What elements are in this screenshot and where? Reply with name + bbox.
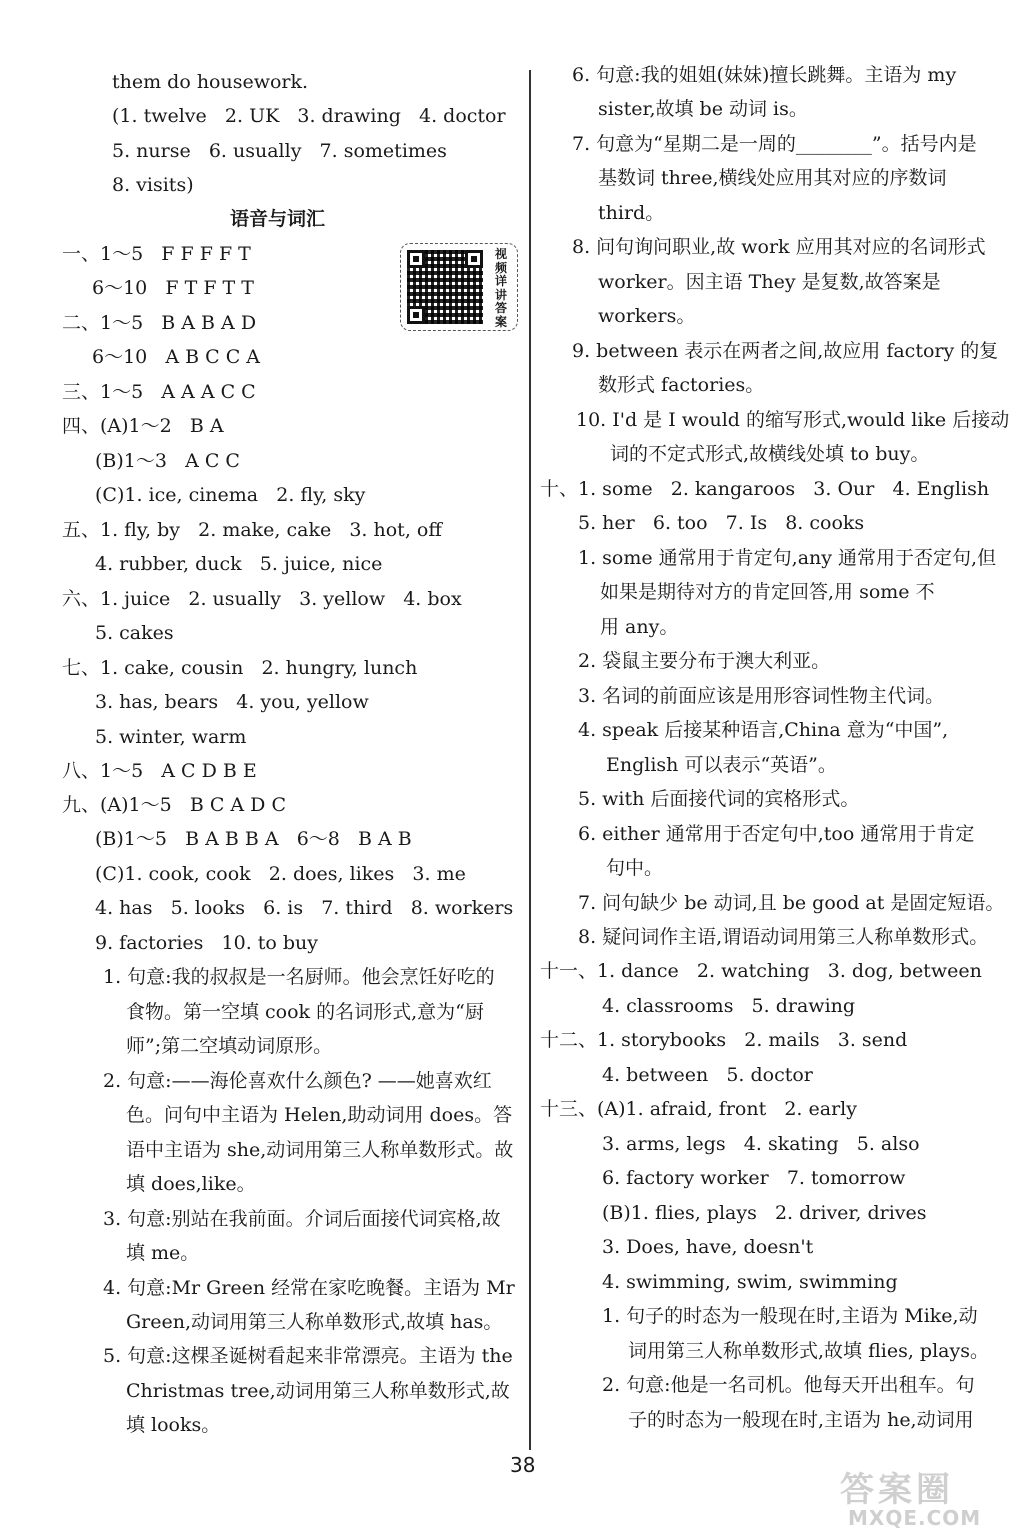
answer-line: 5. cakes xyxy=(95,622,174,644)
answer-line: 九、(A)1～5 B C A D C xyxy=(62,794,286,816)
answer-line: 二、1～5 B A B A D xyxy=(62,312,257,334)
explanation-line: worker。因主语 They 是复数,故答案是 xyxy=(598,271,941,293)
explanation-line: sister,故填 be 动词 is。 xyxy=(598,98,808,120)
explanation-line: 7. 句意为“星期二是一周的________”。括号内是 xyxy=(572,133,977,155)
explanation-line: 2. 句意:他是一名司机。他每天开出租车。句 xyxy=(602,1374,975,1396)
explanation-line: 1. some 通常用于肯定句,any 通常用于否定句,但 xyxy=(578,547,997,569)
answer-line: 四、(A)1～2 B A xyxy=(62,415,224,437)
explanation-line: 填 looks。 xyxy=(126,1414,221,1436)
watermark-url: MXQE.COM xyxy=(848,1506,982,1530)
answer-line: 3. has, bears 4. you, yellow xyxy=(95,691,369,713)
answer-line: (B)1～3 A C C xyxy=(95,450,240,472)
answer-line: 八、1～5 A C D B E xyxy=(62,760,257,782)
page-number: 38 xyxy=(510,1453,536,1477)
explanation-line: 如果是期待对方的肯定回答,用 some 不 xyxy=(600,581,935,603)
explanation-line: 1. 句子的时态为一般现在时,主语为 Mike,动 xyxy=(602,1305,978,1327)
explanation-line: 3. 名词的前面应该是用形容词性物主代词。 xyxy=(578,685,945,707)
explanation-line: Christmas tree,动词用第三人称单数形式,故 xyxy=(126,1380,510,1402)
answer-line: 5. her 6. too 7. Is 8. cooks xyxy=(578,512,865,534)
answer-line: 五、1. fly, by 2. make, cake 3. hot, off xyxy=(62,519,442,541)
answer-line: 6～10 A B C C A xyxy=(92,346,261,368)
explanation-line: 词用第三人称单数形式,故填 flies, plays。 xyxy=(628,1340,989,1362)
explanation-line: 词的不定式形式,故横线处填 to buy。 xyxy=(610,443,930,465)
explanation-line: 句中。 xyxy=(606,857,664,879)
qr-code-icon xyxy=(407,250,483,324)
explanation-line: 4. 句意:Mr Green 经常在家吃晚餐。主语为 Mr xyxy=(103,1277,515,1299)
explanation-line: 10. I'd 是 I would 的缩写形式,would like 后接动 xyxy=(576,409,1010,431)
explanation-line: 3. 句意:别站在我前面。介词后面接代词宾格,故 xyxy=(103,1208,501,1230)
answer-line: 七、1. cake, cousin 2. hungry, lunch xyxy=(62,657,418,679)
explanation-line: 2. 句意:——海伦喜欢什么颜色? ——她喜欢红 xyxy=(103,1070,492,1092)
answer-line: 4. has 5. looks 6. is 7. third 8. workers xyxy=(95,897,514,919)
explanation-line: 填 me。 xyxy=(126,1242,200,1264)
explanation-line: 基数词 three,横线处应用其对应的序数词 xyxy=(598,167,947,189)
answer-line: 十二、1. storybooks 2. mails 3. send xyxy=(540,1029,908,1051)
answer-line: (1. twelve 2. UK 3. drawing 4. doctor xyxy=(112,105,506,127)
answer-line: 5. winter, warm xyxy=(95,726,247,748)
answer-line: 4. between 5. doctor xyxy=(602,1064,813,1086)
explanation-line: 6. either 通常用于否定句中,too 通常用于肯定 xyxy=(578,823,975,845)
explanation-line: 用 any。 xyxy=(600,616,679,638)
explanation-line: 色。问句中主语为 Helen,助动词用 does。答 xyxy=(126,1104,513,1126)
answer-line: 六、1. juice 2. usually 3. yellow 4. box xyxy=(62,588,462,610)
explanation-line: 5. 句意:这棵圣诞树看起来非常漂亮。主语为 the xyxy=(103,1345,513,1367)
answer-line: 4. swimming, swim, swimming xyxy=(602,1271,898,1293)
answer-line: (B)1～5 B A B B A 6～8 B A B xyxy=(95,828,412,850)
explanation-line: 语中主语为 she,动词用第三人称单数形式。故 xyxy=(126,1139,514,1161)
explanation-line: 数形式 factories。 xyxy=(598,374,765,396)
explanation-line: 填 does,like。 xyxy=(126,1173,256,1195)
answer-line: 三、1～5 A A A C C xyxy=(62,381,256,403)
explanation-line: 子的时态为一般现在时,主语为 he,动词用 xyxy=(628,1409,974,1431)
explanation-line: 7. 问句缺少 be 动词,且 be good at 是固定短语。 xyxy=(578,892,1005,914)
qr-code-box[interactable] xyxy=(400,243,518,331)
watermark-logo xyxy=(830,1462,1010,1532)
qr-finder-icon xyxy=(407,250,425,268)
answer-line: 9. factories 10. to buy xyxy=(95,932,319,954)
answer-line: 3. Does, have, doesn't xyxy=(602,1236,814,1258)
answer-line: 一、1～5 F F F F T xyxy=(62,243,251,265)
explanation-line: 2. 袋鼠主要分布于澳大利亚。 xyxy=(578,650,831,672)
column-divider xyxy=(529,70,531,1450)
answer-line: 十、1. some 2. kangaroos 3. Our 4. English xyxy=(540,478,990,500)
explanation-line: 师”;第二空填动词原形。 xyxy=(126,1035,333,1057)
explanation-line: 8. 问句询问职业,故 work 应用其对应的名词形式 xyxy=(572,236,986,258)
explanation-line: 食物。第一空填 cook 的名词形式,意为“厨 xyxy=(126,1001,484,1023)
answer-line: (C)1. ice, cinema 2. fly, sky xyxy=(95,484,366,506)
answer-line: 十三、(A)1. afraid, front 2. early xyxy=(540,1098,857,1120)
answer-line: 6～10 F T F T T xyxy=(92,277,254,299)
explanation-line: workers。 xyxy=(598,305,696,327)
answer-line: 4. rubber, duck 5. juice, nice xyxy=(95,553,383,575)
explanation-line: 1. 句意:我的叔叔是一名厨师。他会烹饪好吃的 xyxy=(103,966,495,988)
answer-line: (B)1. flies, plays 2. driver, drives xyxy=(602,1202,927,1224)
answer-line: 十一、1. dance 2. watching 3. dog, between xyxy=(540,960,982,982)
explanation-line: English 可以表示“英语”。 xyxy=(606,754,837,776)
answer-line: 4. classrooms 5. drawing xyxy=(602,995,856,1017)
explanation-line: Green,动词用第三人称单数形式,故填 has。 xyxy=(126,1311,503,1333)
answer-line: 3. arms, legs 4. skating 5. also xyxy=(602,1133,920,1155)
watermark-text: 答案圈 xyxy=(840,1470,954,1510)
qr-finder-icon xyxy=(407,306,425,324)
explanation-line: 6. 句意:我的姐姐(妹妹)擅长跳舞。主语为 my xyxy=(572,64,957,86)
answer-line: 5. nurse 6. usually 7. sometimes xyxy=(112,140,447,162)
explanation-line: 5. with 后面接代词的宾格形式。 xyxy=(578,788,860,810)
explanation-line: 9. between 表示在两者之间,故应用 factory 的复 xyxy=(572,340,999,362)
explanation-line: 4. speak 后接某种语言,China 意为“中国”, xyxy=(578,719,949,741)
qr-label: 视频详讲答案 xyxy=(494,247,507,329)
answer-line: 8. visits) xyxy=(112,174,194,196)
answer-line: (C)1. cook, cook 2. does, likes 3. me xyxy=(95,863,466,885)
explanation-line: 8. 疑问词作主语,谓语动词用第三人称单数形式。 xyxy=(578,926,989,948)
section-heading: 语音与词汇 xyxy=(230,208,326,230)
answer-line: them do housework. xyxy=(112,71,309,93)
qr-finder-icon xyxy=(465,250,483,268)
explanation-line: third。 xyxy=(598,202,665,224)
answer-line: 6. factory worker 7. tomorrow xyxy=(602,1167,906,1189)
